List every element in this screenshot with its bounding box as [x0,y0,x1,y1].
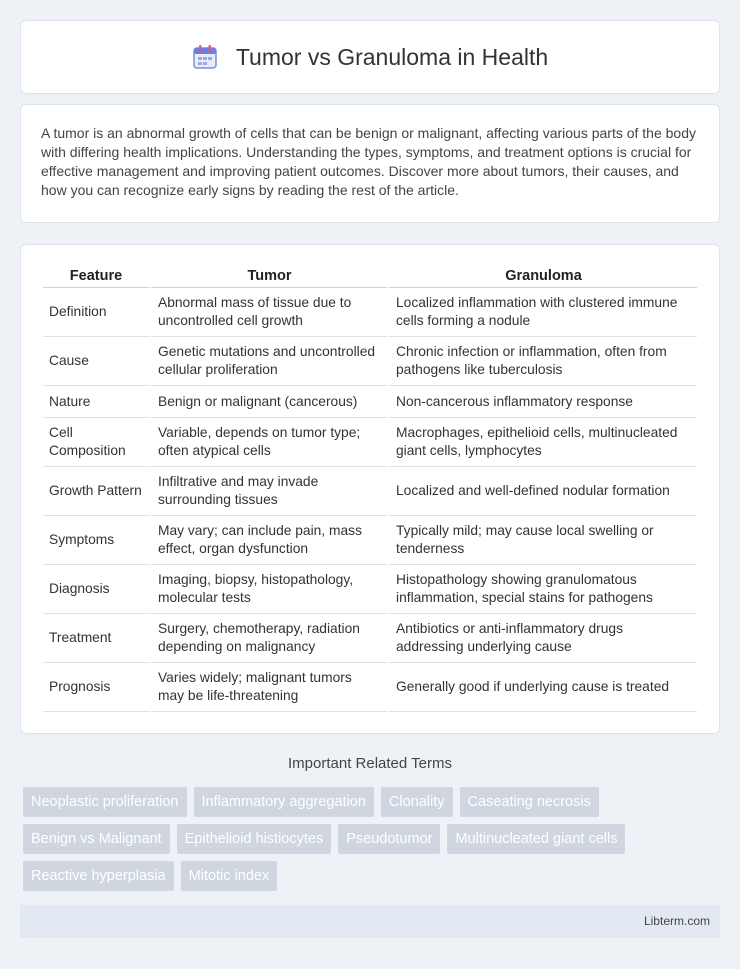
related-terms-title: Important Related Terms [288,755,452,772]
feature-cell: Nature [43,386,149,418]
granuloma-cell: Generally good if underlying cause is treated [387,663,697,712]
tumor-cell: Benign or malignant (cancerous) [149,386,387,418]
granuloma-cell: Localized inflammation with clustered immune cells forming a nodule [387,288,697,337]
table-row [43,386,697,418]
table-row [43,565,697,614]
granuloma-cell: Localized and well-defined nodular formation [387,467,697,516]
footer-site-link[interactable]: Libterm.com [643,914,710,928]
feature-cell: Growth Pattern [43,467,149,516]
table-row [43,516,697,565]
granuloma-cell: Antibiotics or anti-inflammatory drugs addressing underlying cause [387,614,697,663]
tumor-cell: May vary; can include pain, mass effect, organ dysfunction [149,516,387,565]
related-term-tag[interactable]: Inflammatory aggregation [194,787,374,817]
table-row [43,288,697,337]
granuloma-cell: Non-cancerous inflammatory response [387,386,697,418]
header-tumor: Tumor [149,265,387,288]
feature-cell: Definition [43,288,149,337]
table-row [43,337,697,386]
header-card [20,20,720,94]
comparison-table [43,265,697,712]
table-row [43,663,697,712]
granuloma-cell: Chronic infection or inflammation, often from pathogens like tuberculosis [387,337,697,386]
tumor-cell: Variable, depends on tumor type; often atypical cells [149,418,387,467]
header-granuloma: Granuloma [387,265,697,288]
table-row [43,614,697,663]
footer [20,905,720,938]
feature-cell: Diagnosis [43,565,149,614]
related-term-tag[interactable]: Multinucleated giant cells [447,824,625,854]
related-term-tag[interactable]: Caseating necrosis [460,787,599,817]
granuloma-cell: Histopathology showing granulomatous inflammation, special stains for pathogens [387,565,697,614]
header-feature: Feature [43,265,149,288]
tumor-cell: Varies widely; malignant tumors may be life-threatening [149,663,387,712]
comparison-table-card [20,244,720,734]
feature-cell: Treatment [43,614,149,663]
granuloma-cell: Macrophages, epithelioid cells, multinucleated giant cells, lymphocytes [387,418,697,467]
related-term-tag[interactable]: Benign vs Malignant [23,824,170,854]
table-header-row [43,265,697,288]
feature-cell: Cell Composition [43,418,149,467]
related-term-tag[interactable]: Pseudotumor [338,824,440,854]
tumor-cell: Genetic mutations and uncontrolled cellular proliferation [149,337,387,386]
related-term-tag[interactable]: Epithelioid histiocytes [177,824,332,854]
related-term-tag[interactable]: Mitotic index [181,861,278,891]
related-term-tag[interactable]: Reactive hyperplasia [23,861,174,891]
feature-cell: Symptoms [43,516,149,565]
related-term-tag[interactable]: Clonality [381,787,453,817]
table-row [43,418,697,467]
tumor-cell: Surgery, chemotherapy, radiation depending on malignancy [149,614,387,663]
related-term-tag[interactable]: Neoplastic proliferation [23,787,187,817]
intro-card [20,104,720,223]
page-title: Tumor vs Granuloma in Health [235,43,549,70]
intro-paragraph: A tumor is an abnormal growth of cells that can be benign or malignant, affecting various parts of the body with differing health implications. Understanding the types, symptoms, and treatment options is crucial for effective management and improving patient outcomes. Discover more about tumors, their causes, and how you can recognize early signs by reading the rest of the article. [41,125,697,198]
tumor-cell: Abnormal mass of tissue due to uncontrolled cell growth [149,288,387,337]
tumor-cell: Infiltrative and may invade surrounding tissues [149,467,387,516]
tumor-cell: Imaging, biopsy, histopathology, molecular tests [149,565,387,614]
feature-cell: Cause [43,337,149,386]
feature-cell: Prognosis [43,663,149,712]
granuloma-cell: Typically mild; may cause local swelling or tenderness [387,516,697,565]
table-row [43,467,697,516]
related-terms-list [23,787,723,891]
calendar-icon [192,44,218,70]
